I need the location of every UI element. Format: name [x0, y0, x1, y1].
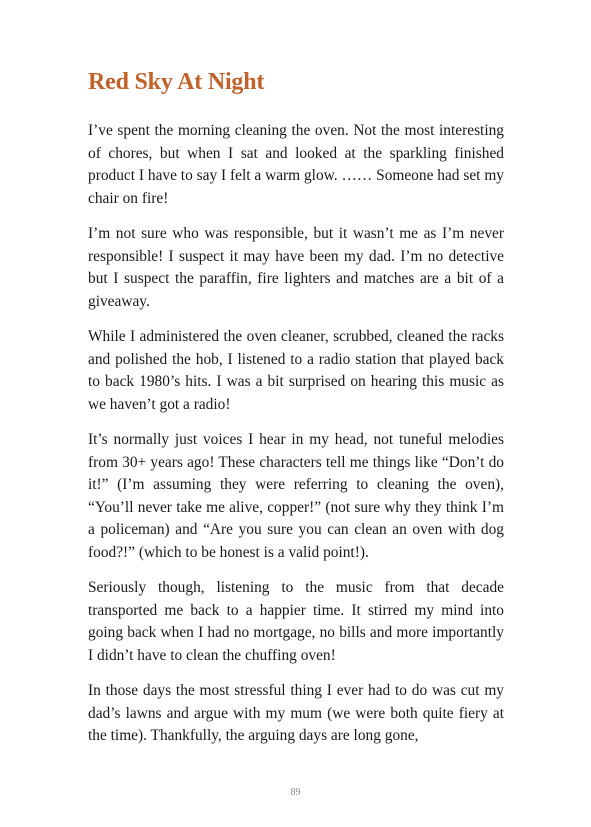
- chapter-title: Red Sky At Night: [88, 69, 265, 95]
- paragraph: In those days the most stressful thing I ever had to do was cut my dad’s lawns and argue with my mum (we were both quite fiery at the time). Thankfully, the arguing days are long gone,: [88, 682, 504, 744]
- paragraph: Seriously though, listening to the music from that decade transported me back to a happier time. It stirred my mind into going back when I had no mortgage, no bills and more importantly I didn’t have to clean the chuffing oven!: [88, 579, 504, 664]
- paragraph: I’m not sure who was responsible, but it wasn’t me as I’m never responsible! I suspect it may have been my dad. I’m no detective but I suspect the paraffin, fire lighters and matches are a bit of a giveaway.: [88, 225, 504, 310]
- paragraph: While I administered the oven cleaner, scrubbed, cleaned the racks and polished the hob, I listened to a radio station that played back to back 1980’s hits. I was a bit surprised on hearing this music as we haven’t got a radio!: [88, 328, 504, 413]
- paragraph: It’s normally just voices I hear in my head, not tuneful melodies from 30+ years ago! These characters tell me things like “Don’t do it!” (I’m assuming they were referring to cleaning the oven), “You’ll never take me alive, copper!” (not sure why they think I’m a policeman) and “Are you sure you can clean an oven with dog food?!” (which to be honest is a valid point!).: [88, 431, 504, 561]
- chapter-body: [88, 120, 504, 761]
- page-number: 89: [290, 787, 301, 798]
- paragraph: I’ve spent the morning cleaning the oven. Not the most interesting of chores, but when I sat and looked at the sparkling finished product I have to say I felt a warm glow. …… Someone had set my chair on fire!: [88, 122, 504, 207]
